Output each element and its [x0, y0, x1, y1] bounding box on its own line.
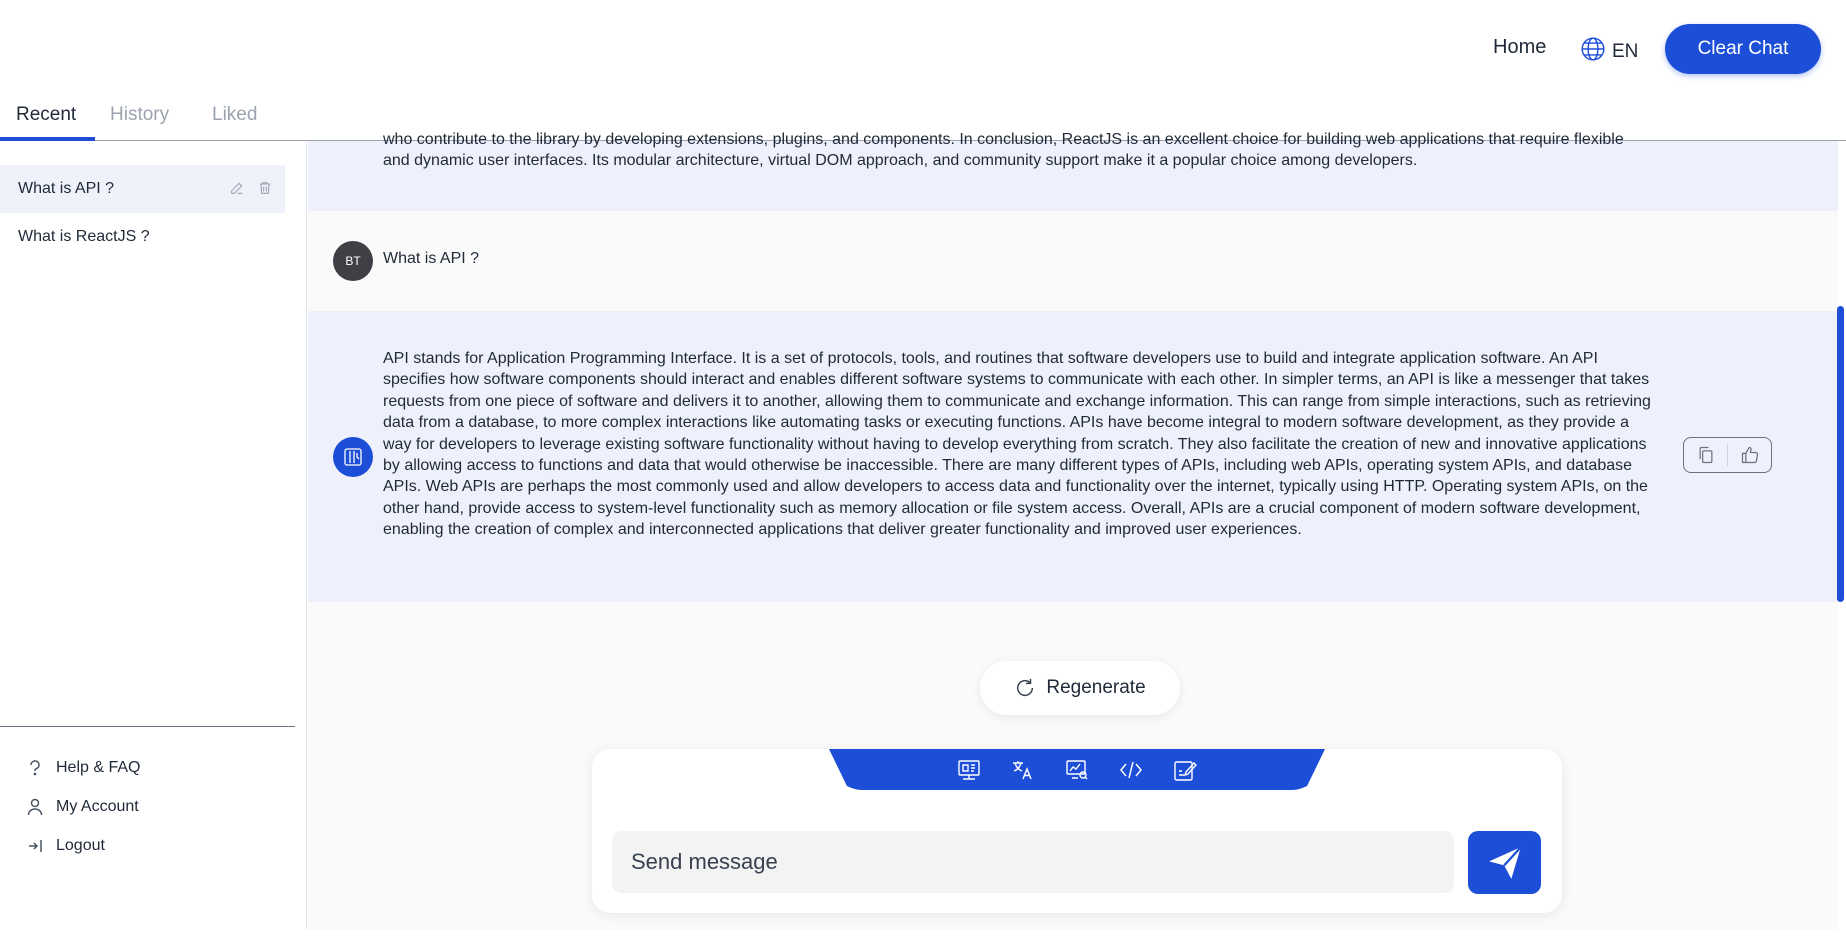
- message-composer: [592, 749, 1562, 913]
- analytics-icon[interactable]: [1060, 755, 1094, 785]
- conversation-title: What is API ?: [18, 180, 115, 197]
- my-account-link[interactable]: [26, 798, 139, 816]
- language-label: EN: [1612, 41, 1639, 62]
- thumbs-up-icon[interactable]: [1728, 438, 1771, 472]
- tab-liked[interactable]: Liked: [212, 104, 258, 125]
- bot-message-text: who contribute to the library by developing extensions, plugins, and components. In conclusion, ReactJS is an excellent choice for building web applications that require flexible and dynamic user interfaces. Its modular architecture, virtual DOM approach, and community support make it a popular choice among developers.: [383, 131, 1624, 169]
- message-feedback: [1683, 437, 1772, 473]
- tab-history[interactable]: History: [110, 104, 170, 125]
- message-input[interactable]: [612, 831, 1454, 893]
- send-icon: [1486, 844, 1524, 882]
- tool-bar: [829, 749, 1325, 790]
- clear-chat-button[interactable]: Clear Chat: [1665, 24, 1821, 74]
- chat-area: [308, 131, 1838, 930]
- question-icon: [26, 759, 44, 777]
- home-link[interactable]: Home: [1493, 36, 1547, 58]
- bot-message-previous: [308, 131, 1838, 211]
- conversation-title: What is ReactJS ?: [18, 228, 150, 245]
- message-input-wrapper: [612, 831, 1454, 893]
- user-message: [308, 211, 1838, 311]
- logout-icon: [26, 837, 44, 855]
- sidebar: [0, 141, 307, 930]
- regenerate-label: Regenerate: [1046, 677, 1146, 698]
- conversation-item[interactable]: [0, 213, 285, 261]
- code-icon[interactable]: [1114, 755, 1148, 785]
- edit-icon[interactable]: [229, 180, 245, 201]
- edit-document-icon[interactable]: [1168, 755, 1202, 785]
- logout-link[interactable]: [26, 837, 105, 855]
- bot-logo-icon: [342, 446, 364, 468]
- conversation-actions: [229, 180, 273, 201]
- trash-icon[interactable]: [257, 180, 273, 201]
- tab-recent[interactable]: Recent: [16, 104, 77, 125]
- my-account-label: My Account: [56, 798, 139, 815]
- chat-scrollbar[interactable]: [1837, 306, 1844, 602]
- translate-icon[interactable]: [1006, 755, 1040, 785]
- logout-label: Logout: [56, 837, 105, 854]
- conversation-item[interactable]: [0, 165, 285, 213]
- refresh-icon: [1014, 677, 1036, 699]
- bot-message: [308, 311, 1838, 602]
- help-faq-link[interactable]: [26, 759, 140, 777]
- copy-icon[interactable]: [1684, 438, 1727, 472]
- top-header: [0, 0, 1846, 98]
- language-selector[interactable]: [1580, 36, 1638, 68]
- user-avatar: BT: [333, 241, 373, 281]
- regenerate-button[interactable]: [980, 661, 1180, 715]
- bot-avatar: [333, 437, 373, 477]
- presentation-icon[interactable]: [952, 755, 986, 785]
- send-button[interactable]: [1468, 831, 1541, 894]
- user-message-text: What is API ?: [383, 250, 480, 267]
- globe-icon: [1580, 36, 1606, 68]
- user-icon: [26, 798, 44, 816]
- bot-message-text: API stands for Application Programming Interface. It is a set of protocols, tools, and routines that software developers use to build and integrate application software. An API specifies how software components should interact and enables different software systems to communicate with each other. In simpler terms, an API is like a messenger that takes requests from one piece of software and delivers it to another, allowing them to communicate and exchange information. This can range from simple interactions, such as retrieving data from a database, to more complex interactions like automating tasks or executing functions. APIs have become integral to modern software development, as they provide a way for developers to leverage existing software functionality without having to develop everything from scratch. They also facilitate the creation of new and innovative applications by allowing access to functions and data that would otherwise be inaccessible. There are many different types of APIs, including web APIs, operating system APIs, and database APIs. Web APIs are perhaps the most commonly used and allow developers to access data and functionality over the internet, typically using HTTP. Operating system APIs, on the other hand, provide access to system-level functionality such as memory allocation or file system access. Overall, APIs are a crucial component of modern software development, enabling the creation of complex and interconnected applications that deliver greater functionality and improved user experiences.: [383, 350, 1651, 539]
- sidebar-divider: [0, 726, 295, 727]
- help-faq-label: Help & FAQ: [56, 759, 141, 776]
